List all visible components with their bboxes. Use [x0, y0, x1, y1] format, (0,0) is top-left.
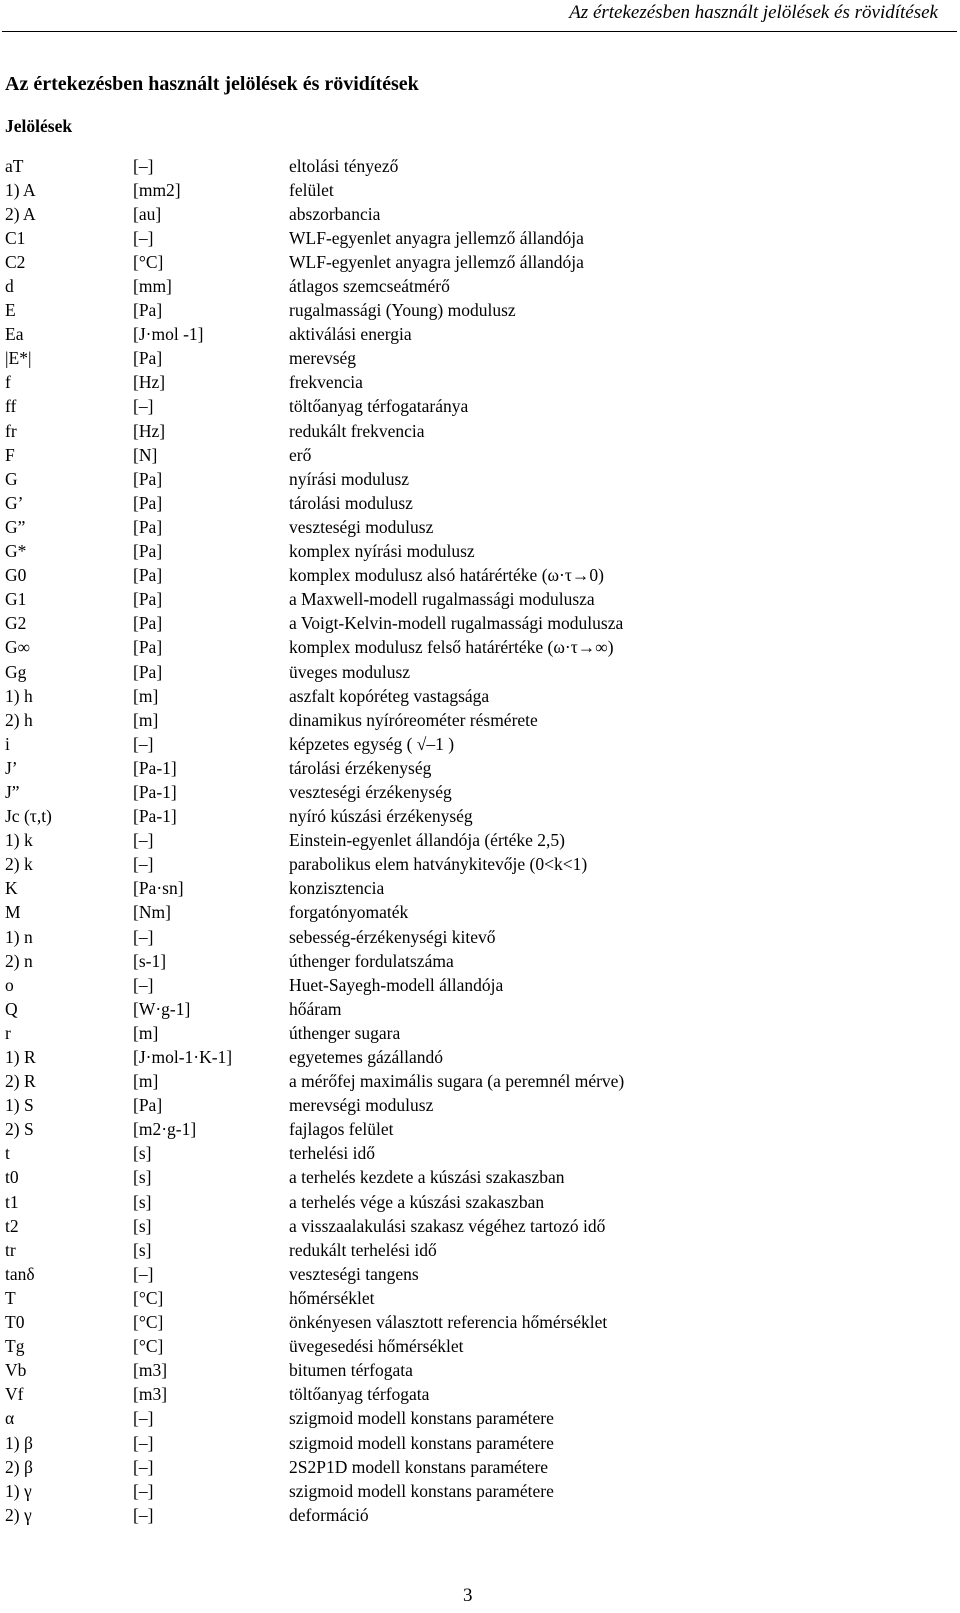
table-row — [5, 1021, 945, 1045]
symbol-cell: 1) h — [5, 685, 33, 706]
unit-cell: [–] — [133, 1504, 154, 1525]
table-row — [5, 1407, 945, 1431]
symbol-cell: G — [5, 468, 18, 489]
unit-cell: [Pa] — [133, 565, 163, 586]
symbol-cell: tanδ — [5, 1263, 35, 1284]
symbol-cell: tr — [5, 1239, 16, 1260]
description-cell: töltőanyag térfogata — [289, 1384, 430, 1405]
description-cell: a mérőfej maximális sugara (a peremnél mérve) — [289, 1071, 625, 1092]
symbol-cell: T — [5, 1287, 16, 1308]
unit-cell: [s] — [133, 1191, 152, 1212]
table-row — [5, 299, 945, 323]
symbol-cell: G0 — [5, 565, 27, 586]
symbol-table — [5, 154, 945, 1527]
symbol-cell: 1) A — [5, 179, 36, 200]
table-row — [5, 1190, 945, 1214]
table-row — [5, 1286, 945, 1310]
symbol-cell: F — [5, 444, 15, 465]
unit-cell: [–] — [133, 1263, 154, 1284]
unit-cell: [°C] — [133, 251, 164, 272]
description-cell: terhelési idő — [289, 1143, 376, 1164]
table-row — [5, 877, 945, 901]
description-cell: parabolikus elem hatványkitevője (0<k<1) — [289, 854, 588, 875]
symbol-cell: 2) A — [5, 203, 36, 224]
unit-cell: [m] — [133, 685, 159, 706]
description-cell: redukált terhelési idő — [289, 1239, 437, 1260]
unit-cell: [s] — [133, 1215, 152, 1236]
unit-cell: [–] — [133, 1480, 154, 1501]
symbol-cell: 1) β — [5, 1432, 33, 1453]
table-row — [5, 660, 945, 684]
table-row — [5, 1479, 945, 1503]
table-row — [5, 780, 945, 804]
symbol-cell: K — [5, 878, 18, 899]
symbol-cell: G’ — [5, 492, 24, 513]
description-cell: egyetemes gázállandó — [289, 1047, 444, 1068]
table-row — [5, 491, 945, 515]
symbol-cell: Vf — [5, 1384, 24, 1405]
table-row — [5, 274, 945, 298]
symbol-cell: t1 — [5, 1191, 19, 1212]
symbol-cell: 1) S — [5, 1095, 34, 1116]
table-row — [5, 973, 945, 997]
symbol-cell: 2) n — [5, 950, 33, 971]
description-cell: szigmoid modell konstans paramétere — [289, 1432, 554, 1453]
table-row — [5, 636, 945, 660]
unit-cell: [°C] — [133, 1312, 164, 1333]
table-row — [5, 829, 945, 853]
table-row — [5, 997, 945, 1021]
unit-cell: [–] — [133, 227, 154, 248]
unit-cell: [Pa-1] — [133, 781, 177, 802]
unit-cell: [m] — [133, 709, 159, 730]
description-cell: Huet-Sayegh-modell állandója — [289, 974, 504, 995]
unit-cell: [s] — [133, 1167, 152, 1188]
description-cell: komplex nyírási modulusz — [289, 541, 475, 562]
symbol-cell: r — [5, 1022, 11, 1043]
table-row — [5, 467, 945, 491]
table-row — [5, 154, 945, 178]
description-cell: Einstein-egyenlet állandója (értéke 2,5) — [289, 830, 565, 851]
table-row — [5, 588, 945, 612]
unit-cell: [–] — [133, 733, 154, 754]
symbol-cell: |E*| — [5, 348, 32, 369]
description-cell: üvegesedési hőmérséklet — [289, 1336, 464, 1357]
description-cell: nyíró kúszási érzékenység — [289, 806, 473, 827]
unit-cell: [m] — [133, 1071, 159, 1092]
unit-cell: [Hz] — [133, 420, 166, 441]
unit-cell: [–] — [133, 396, 154, 417]
symbol-cell: Q — [5, 998, 18, 1019]
unit-cell: [–] — [133, 854, 154, 875]
table-row — [5, 1094, 945, 1118]
description-cell: aszfalt kopóréteg vastagsága — [289, 685, 490, 706]
symbol-cell: 2) R — [5, 1071, 36, 1092]
symbol-cell: 2) h — [5, 709, 33, 730]
section-heading: Jelölések — [5, 116, 73, 136]
unit-cell: [Pa-1] — [133, 757, 177, 778]
symbol-cell: G1 — [5, 589, 27, 610]
table-row — [5, 1455, 945, 1479]
unit-cell: [Nm] — [133, 902, 171, 923]
description-cell: erő — [289, 444, 312, 465]
symbol-cell: 2) γ — [5, 1504, 32, 1525]
description-cell: eltolási tényező — [289, 155, 399, 176]
table-row — [5, 202, 945, 226]
description-cell: komplex modulusz felső határértéke (ω·τ→∞) — [289, 637, 614, 658]
unit-cell: [°C] — [133, 1287, 164, 1308]
unit-cell: [–] — [133, 1456, 154, 1477]
unit-cell: [N] — [133, 444, 158, 465]
description-cell: nyírási modulusz — [289, 468, 410, 489]
description-cell: tárolási modulusz — [289, 492, 413, 513]
table-row — [5, 1503, 945, 1527]
symbol-cell: f — [5, 372, 11, 393]
symbol-cell: 2) S — [5, 1119, 34, 1140]
symbol-cell: J” — [5, 781, 20, 802]
unit-cell: [–] — [133, 1408, 154, 1429]
symbol-cell: o — [5, 974, 14, 995]
table-row — [5, 1166, 945, 1190]
unit-cell: [m3] — [133, 1360, 168, 1381]
description-cell: szigmoid modell konstans paramétere — [289, 1480, 554, 1501]
unit-cell: [s-1] — [133, 950, 167, 971]
symbol-cell: 1) R — [5, 1047, 36, 1068]
symbol-cell: Vb — [5, 1360, 27, 1381]
table-row — [5, 347, 945, 371]
description-cell: frekvencia — [289, 372, 363, 393]
description-cell: úthenger fordulatszáma — [289, 950, 454, 971]
unit-cell: [–] — [133, 830, 154, 851]
table-row — [5, 250, 945, 274]
description-cell: WLF-egyenlet anyagra jellemző állandója — [289, 251, 584, 272]
description-cell: hőmérséklet — [289, 1287, 375, 1308]
description-cell: 2S2P1D modell konstans paramétere — [289, 1456, 549, 1477]
table-row — [5, 612, 945, 636]
unit-cell: [–] — [133, 155, 154, 176]
unit-cell: [mm2] — [133, 179, 181, 200]
symbol-cell: 1) n — [5, 926, 33, 947]
symbol-cell: t0 — [5, 1167, 19, 1188]
table-row — [5, 178, 945, 202]
table-row — [5, 1214, 945, 1238]
symbol-cell: G∞ — [5, 637, 31, 658]
symbol-cell: i — [5, 733, 10, 754]
unit-cell: [m] — [133, 1022, 159, 1043]
symbol-cell: 2) β — [5, 1456, 33, 1477]
description-cell: önkényesen választott referencia hőmérséklet — [289, 1312, 608, 1333]
description-cell: hőáram — [289, 998, 342, 1019]
symbol-cell: C1 — [5, 227, 26, 248]
unit-cell: [Pa] — [133, 468, 163, 489]
description-cell: a terhelés vége a kúszási szakaszban — [289, 1191, 545, 1212]
table-row — [5, 708, 945, 732]
table-row — [5, 540, 945, 564]
description-cell: merevségi modulusz — [289, 1095, 434, 1116]
description-cell: WLF-egyenlet anyagra jellemző állandója — [289, 227, 584, 248]
unit-cell: [Pa] — [133, 589, 163, 610]
table-row — [5, 395, 945, 419]
description-cell: bitumen térfogata — [289, 1360, 413, 1381]
description-cell: a terhelés kezdete a kúszási szakaszban — [289, 1167, 565, 1188]
symbol-cell: G* — [5, 541, 27, 562]
table-row — [5, 853, 945, 877]
description-cell: merevség — [289, 348, 357, 369]
description-cell: a Voigt-Kelvin-modell rugalmassági modulusza — [289, 613, 624, 634]
unit-cell: [–] — [133, 1432, 154, 1453]
unit-cell: [m2·g-1] — [133, 1119, 197, 1140]
unit-cell: [s] — [133, 1239, 152, 1260]
symbol-cell: M — [5, 902, 21, 923]
table-row — [5, 515, 945, 539]
symbol-cell: Gg — [5, 661, 27, 682]
table-row — [5, 901, 945, 925]
unit-cell: [–] — [133, 974, 154, 995]
description-cell: képzetes egység ( √–1 ) — [289, 733, 455, 754]
symbol-cell: fr — [5, 420, 17, 441]
symbol-cell: d — [5, 276, 14, 297]
unit-cell: [mm] — [133, 276, 172, 297]
table-row — [5, 925, 945, 949]
unit-cell: [Pa] — [133, 613, 163, 634]
symbol-cell: C2 — [5, 251, 26, 272]
description-cell: dinamikus nyíróreométer résmérete — [289, 709, 538, 730]
table-row — [5, 564, 945, 588]
unit-cell: [Pa] — [133, 300, 163, 321]
table-row — [5, 226, 945, 250]
unit-cell: [Pa] — [133, 637, 163, 658]
unit-cell: [s] — [133, 1143, 152, 1164]
unit-cell: [J·mol-1·K-1] — [133, 1047, 233, 1068]
description-cell: sebesség-érzékenységi kitevő — [289, 926, 496, 947]
unit-cell: [Pa] — [133, 661, 163, 682]
unit-cell: [au] — [133, 203, 162, 224]
symbol-cell: aT — [5, 155, 24, 176]
table-row — [5, 1262, 945, 1286]
symbol-cell: t2 — [5, 1215, 19, 1236]
table-row — [5, 756, 945, 780]
table-row — [5, 1335, 945, 1359]
symbol-cell: t — [5, 1143, 10, 1164]
description-cell: felület — [289, 179, 334, 200]
description-cell: töltőanyag térfogataránya — [289, 396, 469, 417]
page-title: Az értekezésben használt jelölések és rövidítések — [5, 73, 419, 95]
table-row — [5, 805, 945, 829]
symbol-cell: 1) γ — [5, 1480, 32, 1501]
table-row — [5, 949, 945, 973]
table-row — [5, 1383, 945, 1407]
unit-cell: [Pa] — [133, 348, 163, 369]
description-cell: veszteségi érzékenység — [289, 781, 452, 802]
description-cell: úthenger sugara — [289, 1022, 401, 1043]
description-cell: fajlagos felület — [289, 1119, 394, 1140]
unit-cell: [–] — [133, 926, 154, 947]
description-cell: komplex modulusz alsó határértéke (ω·τ→0) — [289, 565, 604, 586]
unit-cell: [W·g-1] — [133, 998, 191, 1019]
symbol-cell: T0 — [5, 1312, 25, 1333]
description-cell: üveges modulusz — [289, 661, 411, 682]
symbol-cell: Tg — [5, 1336, 25, 1357]
symbol-cell: 2) k — [5, 854, 33, 875]
description-cell: deformáció — [289, 1504, 369, 1525]
header-rule — [2, 31, 957, 32]
page-number: 3 — [463, 1585, 473, 1606]
unit-cell: [Pa] — [133, 1095, 163, 1116]
symbol-cell: E — [5, 300, 16, 321]
description-cell: aktiválási energia — [289, 324, 412, 345]
description-cell: a visszaalakulási szakasz végéhez tartozó idő — [289, 1215, 606, 1236]
unit-cell: [Pa·sn] — [133, 878, 184, 899]
description-cell: konzisztencia — [289, 878, 385, 899]
unit-cell: [°C] — [133, 1336, 164, 1357]
table-row — [5, 1359, 945, 1383]
unit-cell: [Pa-1] — [133, 806, 177, 827]
symbol-cell: G2 — [5, 613, 27, 634]
table-row — [5, 1142, 945, 1166]
symbol-cell: α — [5, 1408, 15, 1429]
table-row — [5, 1238, 945, 1262]
description-cell: forgatónyomaték — [289, 902, 409, 923]
table-row — [5, 371, 945, 395]
unit-cell: [Pa] — [133, 516, 163, 537]
table-row — [5, 732, 945, 756]
table-row — [5, 323, 945, 347]
description-cell: tárolási érzékenység — [289, 757, 432, 778]
description-cell: rugalmassági (Young) modulusz — [289, 300, 516, 321]
table-row — [5, 419, 945, 443]
table-row — [5, 1118, 945, 1142]
symbol-cell: 1) k — [5, 830, 33, 851]
description-cell: veszteségi tangens — [289, 1263, 419, 1284]
table-row — [5, 1431, 945, 1455]
description-cell: szigmoid modell konstans paramétere — [289, 1408, 554, 1429]
unit-cell: [Pa] — [133, 541, 163, 562]
unit-cell: [J·mol -1] — [133, 324, 204, 345]
table-row — [5, 1045, 945, 1069]
symbol-cell: Jc (τ,t) — [5, 806, 52, 827]
symbol-cell: J’ — [5, 757, 18, 778]
table-row — [5, 443, 945, 467]
description-cell: redukált frekvencia — [289, 420, 425, 441]
description-cell: veszteségi modulusz — [289, 516, 434, 537]
unit-cell: [Hz] — [133, 372, 166, 393]
unit-cell: [m3] — [133, 1384, 168, 1405]
description-cell: átlagos szemcseátmérő — [289, 276, 450, 297]
symbol-cell: Ea — [5, 324, 24, 345]
symbol-cell: ff — [5, 396, 17, 417]
table-row — [5, 1070, 945, 1094]
running-header: Az értekezésben használt jelölések és rövidítések — [569, 2, 938, 23]
symbol-cell: G” — [5, 516, 26, 537]
table-row — [5, 684, 945, 708]
unit-cell: [Pa] — [133, 492, 163, 513]
description-cell: a Maxwell-modell rugalmassági modulusza — [289, 589, 595, 610]
table-row — [5, 1311, 945, 1335]
description-cell: abszorbancia — [289, 203, 381, 224]
